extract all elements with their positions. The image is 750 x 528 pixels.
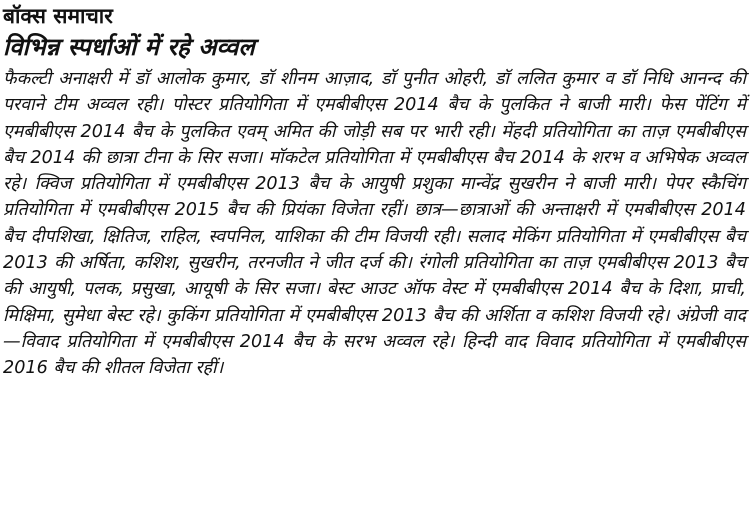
box-news-label: बॉक्स समाचार [3,4,113,28]
article-headline: विभिन्न स्पर्धाओं में रहे अव्वल [3,33,255,61]
article-body: फैकल्टी अनाक्षरी में डॉ आलोक कुमार, डॉ शीनम आज़ाद, डॉ पुनीत ओहरी, डॉ ललित कुमार व डॉ निधि आनन्द की परवाने टीम अव्वल रही। पोस्टर प्रतियोगिता में एमबीबीएस 2014 बैच के पुलकित ने बाजी मारी। फेस पेंटिंग में एमबीबीएस 2014 बैच के पुलकित एवम् अमित की जोड़ी सब पर भारी रही। मेंहदी प्रतियोगिता का ताज़ एमबीबीएस बैच 2014 की छात्रा टीना के सिर सजा। मॉकटेल प्रतियोगिता में एमबीबीएस बैच 2014 के शरभ व अभिषेक अव्वल रहे। क्विज प्रतियोगिता में एमबीबीएस 2013 बैच के आयुषी प्रशुका मान्वेंद्र सुखरीन ने बाजी मारी। पेपर स्कैचिंग प्रतियोगिता में एमबीबीएस 2015 बैच की प्रियंका विजेता रहीं। छात्र—छात्राओं की अन्ताक्षरी में एमबीबीएस 2014 बैच दीपशिखा, क्षितिज, राहिल, स्वपनिल, याशिका की टीम विजयी रही। सलाद मेकिंग प्रतियोगिता में एमबीबीएस बैच 2013 की अर्षिता, कशिश, सुखरीन, तरनजीत ने जीत दर्ज की। रंगोली प्रतियोगिता का ताज़ एमबीबीएस 2013 बैच की आयुषी, पलक, प्रसुखा, आयूषी के सिर सजा। बेस्ट आउट ऑफ वेस्ट में एमबीबीएस 2014 बैच के दिशा, प्राची, मिक्षिमा, सुमेधा बेस्ट रहे। कुकिंग प्रतियोगिता में एमबीबीएस 2013 बैच की अर्शिता व कशिश विजयी रहे। अंग्रेजी वाद—विवाद प्रतियोगिता में एमबीबीएस 2014 बैच के सरभ अव्वल रहे। हिन्दी वाद विवाद प्रतियोगिता में एमबीबीएस 2016 बैच की शीतल विजेता रहीं। [3,69,746,379]
